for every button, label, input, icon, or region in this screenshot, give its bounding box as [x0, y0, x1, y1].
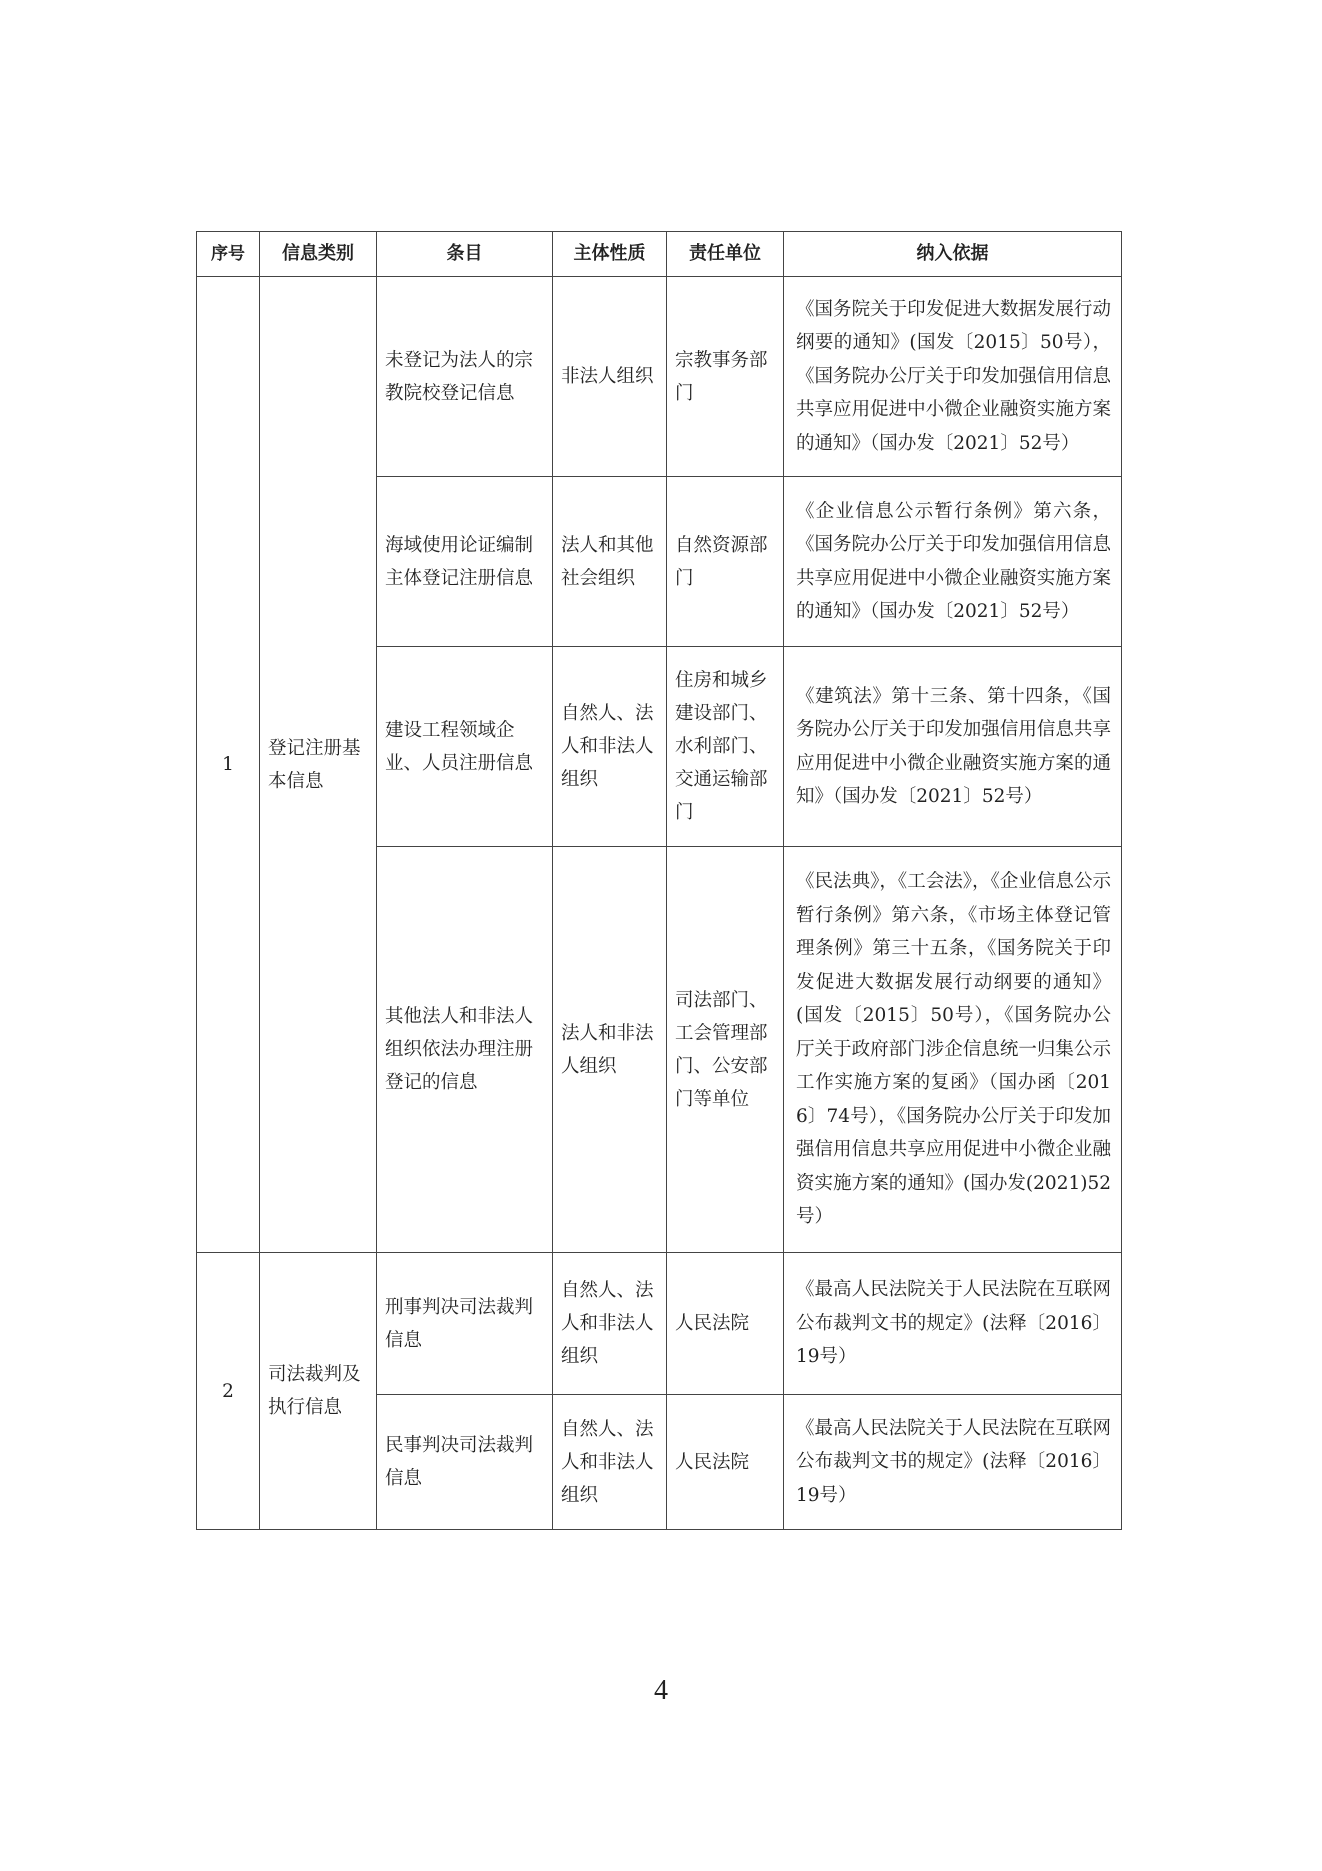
- header-item: 条目: [377, 232, 553, 277]
- row-item: 民事判决司法裁判信息: [377, 1395, 553, 1530]
- header-subject: 主体性质: [553, 232, 667, 277]
- row-basis: 《民法典》，《工会法》，《企业信息公示暂行条例》第六条，《市场主体登记管理条例》第三十五条，《国务院关于印发促进大数据发展行动纲要的通知》(国发〔2015〕50号），《国务院办公厅关于政府部门涉企信息统一归集公示工作实施方案的复函》（国办函〔2016〕74号），《国务院办公厅关于印发加强信用信息共享应用促进中小微企业融资实施方案的通知》(国办发(2021)52号）: [784, 847, 1122, 1253]
- row-item: 建设工程领域企业、人员注册信息: [377, 647, 553, 847]
- row-subject: 非法人组织: [553, 277, 667, 477]
- row-subject: 自然人、法人和非法人组织: [553, 1253, 667, 1395]
- group-seq: 2: [197, 1253, 260, 1530]
- row-item: 海域使用论证编制主体登记注册信息: [377, 477, 553, 647]
- row-item: 其他法人和非法人组织依法办理注册登记的信息: [377, 847, 553, 1253]
- row-dept: 司法部门、工会管理部门、公安部门等单位: [667, 847, 784, 1253]
- row-basis: 《建筑法》第十三条、第十四条，《国务院办公厅关于印发加强信用信息共享应用促进中小微企业融资实施方案的通知》（国办发〔2021〕52号）: [784, 647, 1122, 847]
- row-subject: 自然人、法人和非法人组织: [553, 1395, 667, 1530]
- row-dept: 人民法院: [667, 1253, 784, 1395]
- header-seq: 序号: [197, 232, 260, 277]
- table-row: [197, 277, 1122, 477]
- header-row: [197, 232, 1122, 277]
- header-dept: 责任单位: [667, 232, 784, 277]
- row-dept: 宗教事务部门: [667, 277, 784, 477]
- info-catalog-table: [196, 231, 1122, 1530]
- table-row: [197, 1253, 1122, 1395]
- group-category: 司法裁判及执行信息: [260, 1253, 377, 1530]
- row-subject: 法人和其他社会组织: [553, 477, 667, 647]
- row-dept: 住房和城乡建设部门、水利部门、交通运输部门: [667, 647, 784, 847]
- page-number: 4: [654, 1675, 668, 1706]
- row-subject: 法人和非法人组织: [553, 847, 667, 1253]
- row-item: 未登记为法人的宗教院校登记信息: [377, 277, 553, 477]
- row-basis: 《企业信息公示暂行条例》第六条，《国务院办公厅关于印发加强信用信息共享应用促进中小微企业融资实施方案的通知》（国办发〔2021〕52号）: [784, 477, 1122, 647]
- row-item: 刑事判决司法裁判信息: [377, 1253, 553, 1395]
- group-seq: 1: [197, 277, 260, 1253]
- row-basis: 《最高人民法院关于人民法院在互联网公布裁判文书的规定》(法释〔2016〕19号）: [784, 1253, 1122, 1395]
- header-basis: 纳入依据: [784, 232, 1122, 277]
- group-category: 登记注册基本信息: [260, 277, 377, 1253]
- row-basis: 《最高人民法院关于人民法院在互联网公布裁判文书的规定》(法释〔2016〕19号）: [784, 1395, 1122, 1530]
- row-subject: 自然人、法人和非法人组织: [553, 647, 667, 847]
- row-dept: 人民法院: [667, 1395, 784, 1530]
- row-basis: 《国务院关于印发促进大数据发展行动纲要的通知》(国发〔2015〕50号），《国务院办公厅关于印发加强信用信息共享应用促进中小微企业融资实施方案的通知》（国办发〔2021〕52号）: [784, 277, 1122, 477]
- row-dept: 自然资源部门: [667, 477, 784, 647]
- header-category: 信息类别: [260, 232, 377, 277]
